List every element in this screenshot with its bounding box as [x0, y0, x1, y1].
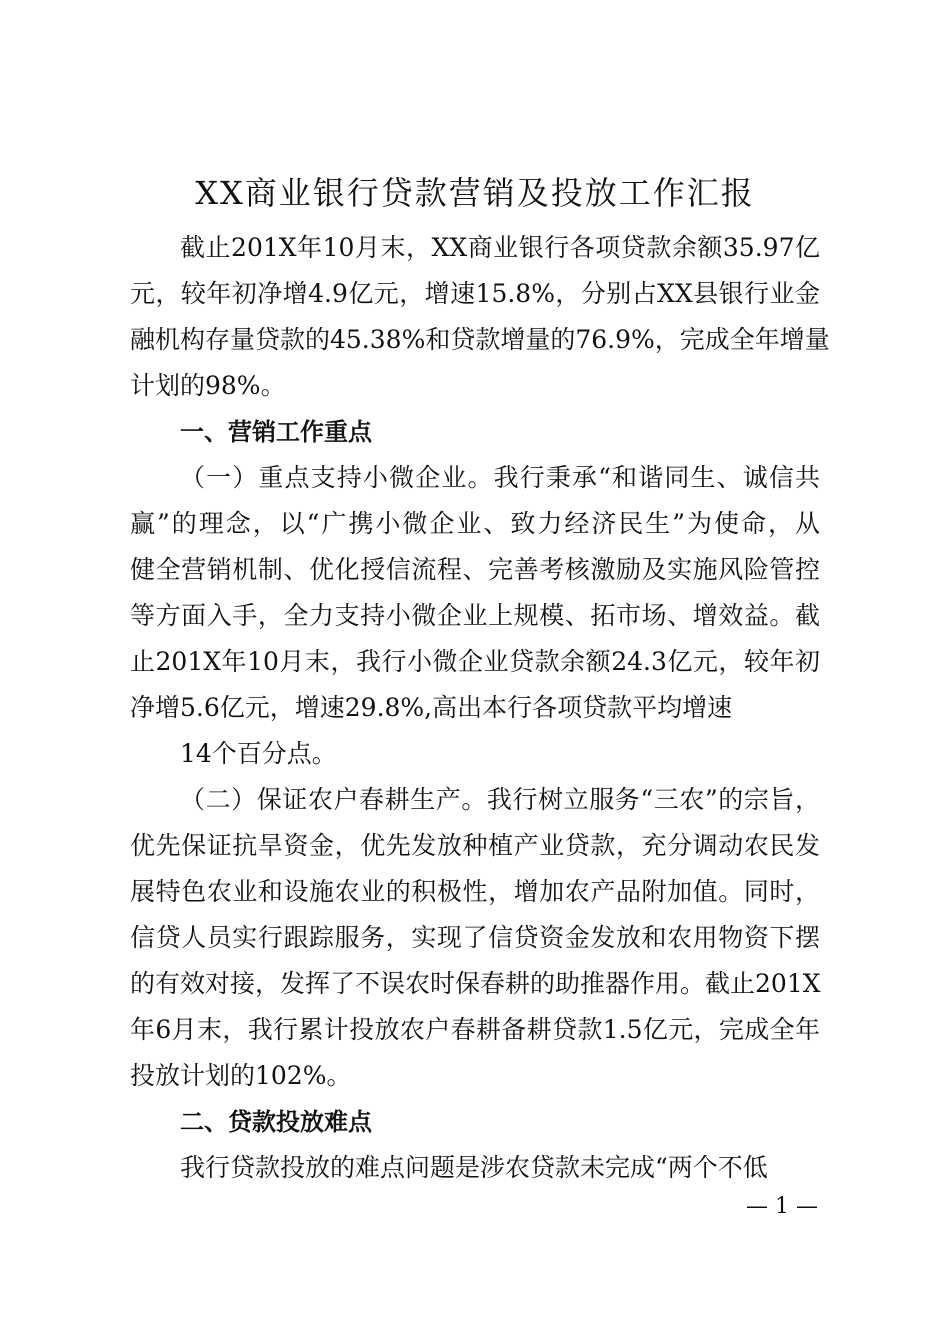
paragraph-line: 14个百分点。	[180, 739, 337, 768]
paragraph-line: 年6月末，我行累计投放农户春耕备耕贷款1.5亿元，完成全年	[130, 1015, 820, 1044]
paragraph-line: 的有效对接，发挥了不误农时保春耕的助推器作用。截止201X	[130, 969, 821, 998]
paragraph-line: 我行贷款投放的难点问题是涉农贷款未完成“两个不低	[180, 1153, 768, 1182]
paragraph-line: 融机构存量贷款的45.38%和贷款增量的76.9%，完成全年增量	[130, 325, 830, 354]
paragraph-line: 元，较年初净增4.9亿元，增速15.8%，分别占XX县银行业金	[130, 279, 820, 308]
paragraph-line: 截止201X年10月末，XX商业银行各项贷款余额35.97亿	[180, 233, 820, 262]
paragraph-line: 信贷人员实行跟踪服务，实现了信贷资金发放和农用物资下摆	[130, 923, 820, 952]
document-body	[130, 225, 830, 1191]
paragraph-line: （二）保证农户春耕生产。我行树立服务“三农”的宗旨，	[180, 785, 820, 814]
paragraph-line: 优先保证抗旱资金，优先发放种植产业贷款，充分调动农民发	[130, 831, 820, 860]
section-heading: 二、贷款投放难点	[180, 1108, 372, 1136]
paragraph-line: 展特色农业和设施农业的积极性，增加农产品附加值。同时，	[130, 877, 820, 906]
paragraph-line: 健全营销机制、优化授信流程、完善考核激励及实施风险管控	[130, 555, 820, 584]
paragraph-line: 投放计划的102%。	[130, 1061, 352, 1090]
section-heading: 一、营销工作重点	[180, 418, 372, 446]
paragraph-line: 净增5.6亿元，增速29.8%,高出本行各项贷款平均增速	[130, 693, 733, 722]
document-title: XX商业银行贷款营销及投放工作汇报	[195, 174, 755, 212]
paragraph-line: 赢”的理念，以“广携小微企业、致力经济民生”为使命，从	[130, 509, 820, 538]
paragraph-line: 止201X年10月末，我行小微企业贷款余额24.3亿元，较年初	[130, 647, 820, 676]
paragraph-line: 计划的98%。	[130, 371, 286, 400]
paragraph-line: （一）重点支持小微企业。我行秉承“和谐同生、诚信共	[180, 463, 820, 492]
page-number: — 1 —	[746, 1194, 818, 1219]
paragraph-line: 等方面入手，全力支持小微企业上规模、拓市场、增效益。截	[130, 601, 820, 630]
